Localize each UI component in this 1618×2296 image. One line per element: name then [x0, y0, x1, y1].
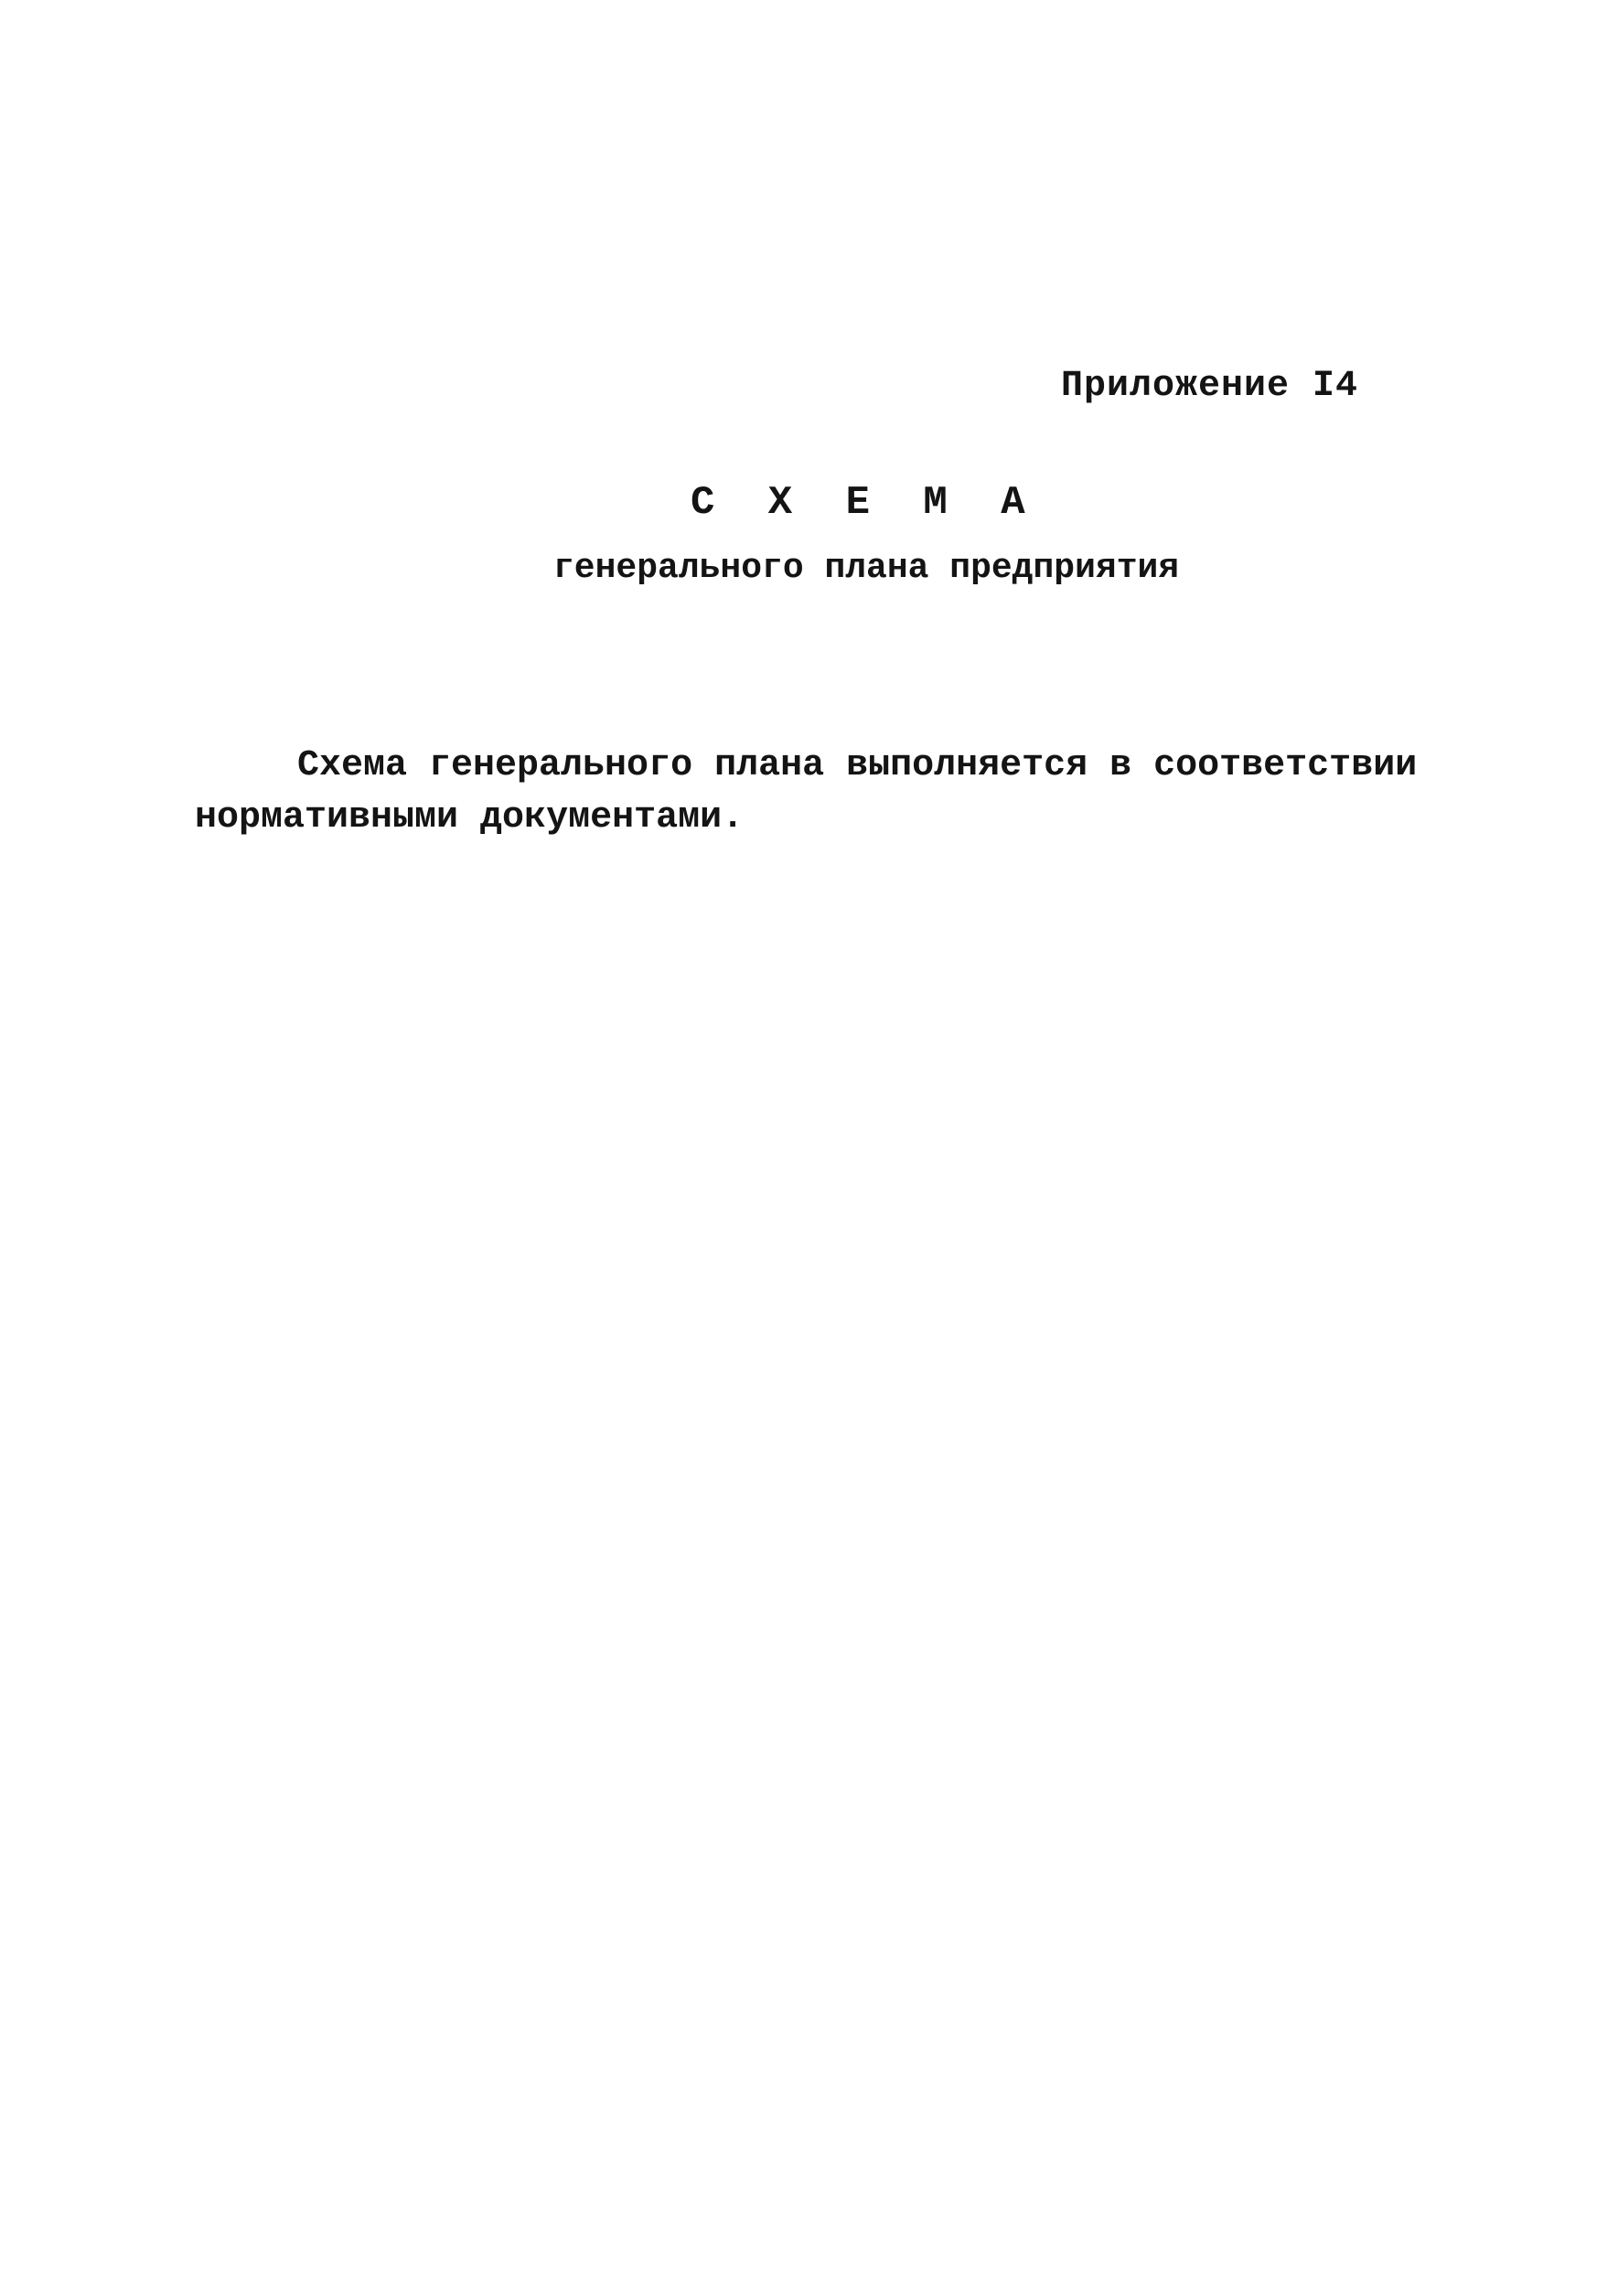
appendix-label: Приложение I4 — [1061, 366, 1359, 407]
body-paragraph-line-2: нормативными документами. — [195, 797, 745, 838]
document-subtitle: генерального плана предприятия — [553, 549, 1180, 588]
body-paragraph-line-1: Схема генерального плана выполняется в соответствии — [297, 745, 1418, 786]
document-title: С Х Е М А — [691, 480, 1040, 526]
